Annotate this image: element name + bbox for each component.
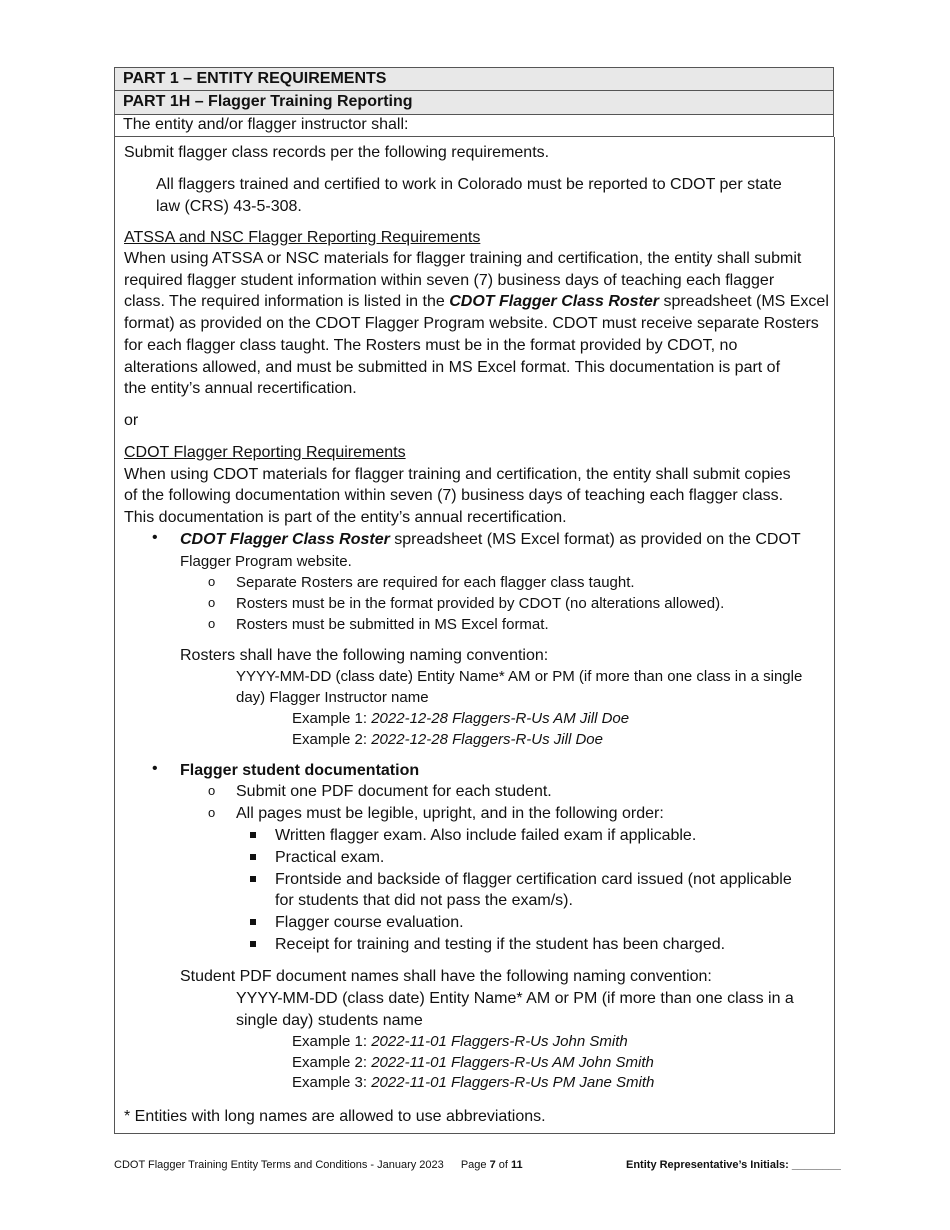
doc-title: CDOT Flagger Training Entity Terms and Conditions - January 2023 (114, 1159, 444, 1171)
order-item-2: Practical exam. (275, 849, 385, 866)
roster-rest: spreadsheet (MS Excel format) as provided on the CDOT (389, 531, 801, 548)
roster-example-2 (292, 729, 603, 751)
indented-line-1: All flaggers trained and certified to work in Colorado must be reported to CDOT per state (156, 176, 782, 193)
example-value: 2022-12-28 Flaggers-R-Us Jill Doe (371, 731, 603, 748)
order-item-3a: Frontside and backside of flagger certification card issued (not applicable (275, 871, 792, 888)
student-example-3 (292, 1072, 654, 1094)
order-item-4: Flagger course evaluation. (275, 914, 464, 931)
order-item-5: Receipt for training and testing if the student has been charged. (275, 936, 726, 953)
page-total: 11 (511, 1159, 523, 1171)
cdot-heading: CDOT Flagger Reporting Requirements (124, 444, 406, 461)
part-heading: PART 1 – ENTITY REQUIREMENTS (123, 70, 387, 87)
page-number: 7 (489, 1159, 496, 1171)
footer-left (114, 1159, 523, 1171)
example-value: 2022-11-01 Flaggers-R-Us AM John Smith (371, 1054, 654, 1071)
example-value: 2022-12-28 Flaggers-R-Us AM Jill Doe (371, 710, 630, 727)
student-sub-1: Submit one PDF document for each student. (236, 783, 552, 800)
atssa-heading: ATSSA and NSC Flagger Reporting Requirements (124, 229, 481, 246)
example-label: Example 3: (292, 1074, 372, 1091)
example-label: Example 1: (292, 1033, 372, 1050)
student-convention-2: single day) students name (236, 1012, 423, 1029)
intro-text: The entity and/or flagger instructor shall: (123, 116, 409, 133)
atssa-line-3c: spreadsheet (MS Excel (659, 293, 829, 310)
circle-bullet: o (208, 616, 216, 631)
of-word: of (495, 1159, 511, 1171)
student-convention-1: YYYY-MM-DD (class date) Entity Name* AM or PM (if more than one class in a (236, 990, 794, 1007)
atssa-line-5: for each flagger class taught. The Rosters must be in the format provided by CDOT, no (124, 337, 738, 354)
cdot-line-1: When using CDOT materials for flagger training and certification, the entity shall submit copies (124, 466, 791, 483)
example-label: Example 1: (292, 710, 372, 727)
intro-row (114, 115, 834, 137)
bullet-dot: • (152, 760, 158, 777)
atssa-line-3 (124, 291, 829, 313)
square-bullet (250, 919, 256, 925)
square-bullet (250, 854, 256, 860)
indented-line-2: law (CRS) 43-5-308. (156, 198, 302, 215)
roster-convention-1: YYYY-MM-DD (class date) Entity Name* AM or PM (if more than one class in a single (236, 668, 803, 685)
atssa-line-3a: class. The required information is listed in the (124, 293, 450, 310)
atssa-line-4: format) as provided on the CDOT Flagger Program website. CDOT must receive separate Rosters (124, 315, 819, 332)
square-bullet (250, 832, 256, 838)
roster-bullet-line-1 (180, 529, 801, 551)
student-naming: Student PDF document names shall have the following naming convention: (180, 968, 712, 985)
initials-field: Entity Representative’s Initials: ________ (626, 1159, 841, 1171)
circle-bullet: o (208, 595, 216, 610)
example-label: Example 2: (292, 731, 372, 748)
footnote: * Entities with long names are allowed to use abbreviations. (124, 1108, 546, 1125)
subpart-heading: PART 1H – Flagger Training Reporting (123, 93, 413, 110)
student-sub-2: All pages must be legible, upright, and in the following order: (236, 805, 664, 822)
square-bullet (250, 876, 256, 882)
atssa-line-2: required flagger student information within seven (7) business days of teaching each flagger (124, 272, 775, 289)
student-example-2 (292, 1052, 654, 1074)
order-item-3b: for students that did not pass the exam/s). (275, 892, 573, 909)
example-value: 2022-11-01 Flaggers-R-Us PM Jane Smith (371, 1074, 655, 1091)
atssa-line-1: When using ATSSA or NSC materials for flagger training and certification, the entity shall submit (124, 250, 802, 267)
roster-sub-1: Separate Rosters are required for each flagger class taught. (236, 574, 635, 591)
circle-bullet: o (208, 574, 216, 589)
student-example-1 (292, 1031, 628, 1053)
atssa-line-6: alterations allowed, and must be submitted in MS Excel format. This documentation is part of (124, 359, 781, 376)
roster-title: CDOT Flagger Class Roster (180, 531, 390, 548)
student-heading: Flagger student documentation (180, 762, 420, 779)
roster-bullet-line-2: Flagger Program website. (180, 553, 352, 570)
atssa-line-7: the entity’s annual recertification. (124, 380, 357, 397)
cdot-line-2: of the following documentation within seven (7) business days of teaching each flagger class. (124, 487, 784, 504)
example-value: 2022-11-01 Flaggers-R-Us John Smith (371, 1033, 628, 1050)
page-indicator (461, 1159, 523, 1171)
subpart-heading-row (114, 91, 834, 115)
part-heading-row (114, 67, 834, 91)
square-bullet (250, 941, 256, 947)
page-word: Page (460, 1159, 490, 1171)
order-item-1: Written flagger exam. Also include failed exam if applicable. (275, 827, 697, 844)
roster-sub-3: Rosters must be submitted in MS Excel format. (236, 616, 549, 633)
or-text: or (124, 412, 139, 429)
example-label: Example 2: (292, 1054, 372, 1071)
cdot-line-3: This documentation is part of the entity’s annual recertification. (124, 509, 567, 526)
roster-example-1 (292, 708, 629, 730)
circle-bullet: o (208, 805, 216, 820)
roster-sub-2: Rosters must be in the format provided by CDOT (no alterations allowed). (236, 595, 725, 612)
roster-naming: Rosters shall have the following naming convention: (180, 647, 549, 664)
roster-title-inline: CDOT Flagger Class Roster (449, 293, 660, 310)
bullet-dot: • (152, 529, 158, 546)
intro-paragraph: Submit flagger class records per the following requirements. (124, 144, 550, 161)
circle-bullet: o (208, 783, 216, 798)
roster-convention-2: day) Flagger Instructor name (236, 689, 429, 706)
